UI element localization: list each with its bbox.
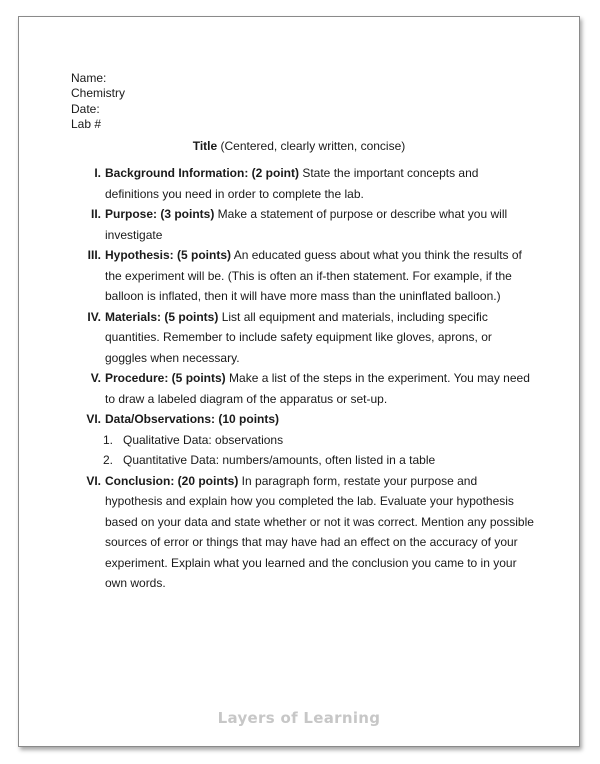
- section-heading: Conclusion: (20 points): [105, 473, 239, 488]
- section-text: Make a list of the steps in the experiment. You may need to draw a labeled diagram of the apparatus or set-up.: [105, 371, 530, 406]
- section-number: VI.: [86, 473, 101, 488]
- section-text: An educated guess about what you think the results of the experiment will be. (This is often an if-then statement. For example, if the balloon is inflated, then it will have more mass than the uninflated balloon.): [105, 248, 522, 303]
- sections-list: [75, 163, 535, 594]
- section-text: List all equipment and materials, including specific quantities. Remember to include safety equipment like gloves, aprons, or goggles when necessary.: [105, 309, 492, 365]
- section-number: I.: [94, 166, 101, 180]
- lab-number-line: Lab #: [71, 116, 102, 131]
- name-line: Name:: [71, 71, 107, 85]
- section-heading: Data/Observations: (10 points): [105, 412, 280, 426]
- header-block: [71, 71, 125, 132]
- section-number: IV.: [87, 309, 101, 324]
- subject-line: Chemistry: [71, 86, 126, 101]
- section-heading: Background Information: (2 point): [105, 166, 299, 180]
- document-page: [18, 16, 580, 747]
- section-number: VI.: [86, 412, 101, 426]
- section-text: Make a statement of purpose or describe what you will investigate: [105, 207, 508, 242]
- section-background: [75, 163, 535, 204]
- section-text: State the important concepts and definitions you need in order to complete the lab.: [105, 166, 479, 201]
- section-hypothesis: [75, 245, 535, 307]
- sub-item-quantitative: [75, 450, 535, 471]
- sub-item-number: 2.: [103, 453, 114, 467]
- section-heading: Purpose: (3 points): [105, 207, 215, 221]
- section-conclusion: [75, 471, 535, 594]
- section-heading: Procedure: (5 points): [105, 371, 226, 385]
- section-heading: Materials: (5 points): [105, 309, 219, 324]
- section-number: V.: [90, 371, 101, 385]
- section-text: In paragraph form, restate your purpose and hypothesis and explain how you completed the lab. Evaluate your hypothesis based on your data and state whether or not it was correct. Mention any possible sources of error or things that may have had an effect on the accuracy of your experiment. Explain what you learned and the conclusion you came to in your own words.: [105, 473, 534, 590]
- section-procedure: [75, 368, 535, 409]
- page-title: [19, 139, 579, 153]
- section-purpose: [75, 204, 535, 245]
- title-label: Title: [192, 139, 218, 153]
- sub-item-text: Qualitative Data: observations: [123, 432, 284, 447]
- sub-item-number: 1.: [103, 432, 114, 447]
- title-description: (Centered, clearly written, concise): [217, 139, 406, 153]
- sub-item-qualitative: [75, 430, 535, 451]
- section-heading: Hypothesis: (5 points): [105, 248, 232, 262]
- date-line: Date:: [71, 101, 100, 116]
- brand-logo: Layers of Learning: [217, 709, 381, 727]
- section-data-observations: [75, 409, 535, 430]
- sub-item-text: Quantitative Data: numbers/amounts, often listed in a table: [123, 453, 436, 467]
- section-materials: [75, 307, 535, 369]
- section-number: II.: [90, 207, 101, 221]
- section-number: III.: [87, 248, 101, 262]
